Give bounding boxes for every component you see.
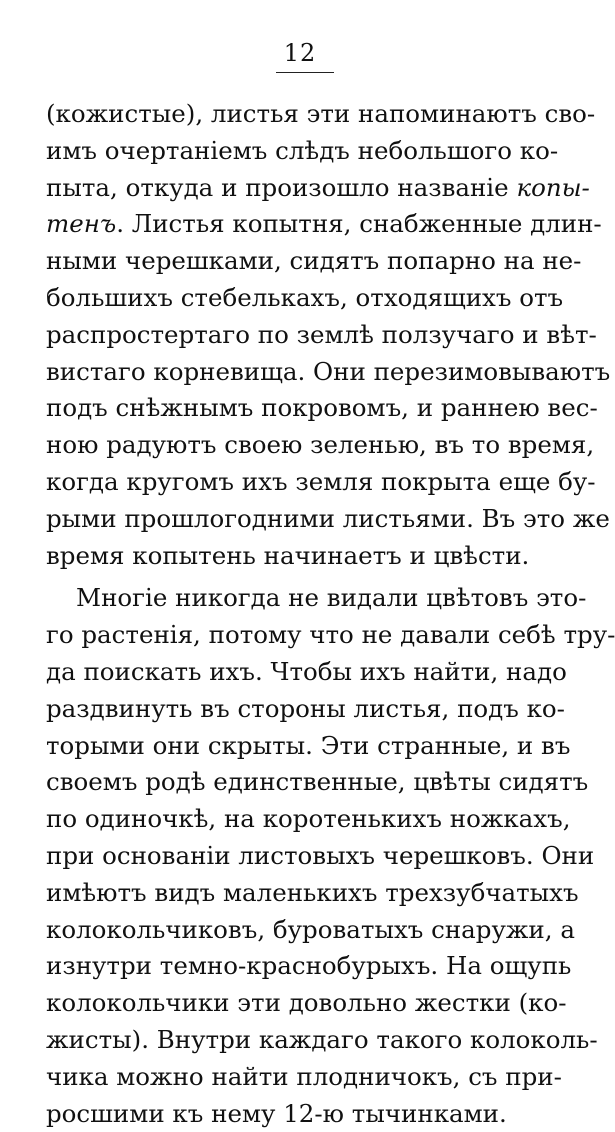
text-line: большихъ стебелькахъ, отходящихъ отъ: [46, 282, 564, 312]
text-line: имъ очертаніемъ слѣдъ небольшого ко-: [46, 135, 559, 165]
text-line: торыми они скрыты. Эти странные, и въ: [46, 730, 571, 760]
text-line: ною радуютъ своею зеленью, въ то время,: [46, 430, 595, 460]
text-line: по одиночкѣ, на коротенькихъ ножкахъ,: [46, 804, 571, 834]
text-line: подъ снѣжнымъ покровомъ, и раннею вес-: [46, 393, 598, 423]
paragraph: [46, 580, 615, 1132]
text-line: [46, 206, 602, 243]
text-line: го растенія, потому что не давали себѣ тру-: [46, 620, 615, 650]
italic-term: копы-: [516, 172, 590, 202]
text-line: изнутри темно-краснобурыхъ. На ощупь: [46, 951, 572, 981]
text-line: жисты). Внутри каждаго такого колоколь-: [46, 1024, 598, 1054]
text-line: время копытень начинаетъ и цвѣсти.: [46, 540, 530, 570]
text-line: рыми прошлогодними листьями. Въ это же: [46, 503, 610, 533]
text-run: пыта, откуда и произошло названіе: [46, 172, 517, 202]
text-line: своемъ родѣ единственные, цвѣты сидятъ: [46, 767, 589, 797]
text-line: [46, 170, 590, 207]
text-line: да поискать ихъ. Чтобы ихъ найти, надо: [46, 656, 567, 686]
text-line: когда кругомъ ихъ земля покрыта еще бу-: [46, 466, 596, 496]
text-line: ными черешками, сидятъ попарно на не-: [46, 246, 582, 276]
paragraph: [46, 96, 611, 574]
text-line: чика можно найти плодничокъ, съ при-: [46, 1061, 562, 1091]
text-line: вистаго корневища. Они перезимовываютъ: [46, 356, 611, 386]
body-text: [46, 96, 615, 1132]
text-line: распростертаго по землѣ ползучаго и вѣт-: [46, 319, 597, 349]
text-line: имѣютъ видъ маленькихъ трехзубчатыхъ: [46, 877, 579, 907]
page-number-rule: [276, 72, 334, 73]
text-line: при основаніи листовыхъ черешковъ. Они: [46, 840, 595, 870]
text-line: раздвинуть въ стороны листья, подъ ко-: [46, 693, 565, 723]
text-line: колокольчиковъ, буроватыхъ снаружи, а: [46, 914, 575, 944]
text-run: . Листья копытня, снабженные длин-: [116, 209, 602, 239]
text-line: (кожистые), листья эти напоминаютъ сво-: [46, 99, 596, 128]
page-number: 12: [283, 39, 317, 67]
italic-term: тенъ: [46, 209, 117, 239]
text-line: росшими къ нему 12-ю тычинками.: [46, 1098, 507, 1128]
text-line: Многіе никогда не видали цвѣтовъ это-: [76, 583, 587, 613]
text-line: колокольчики эти довольно жестки (ко-: [46, 988, 567, 1018]
